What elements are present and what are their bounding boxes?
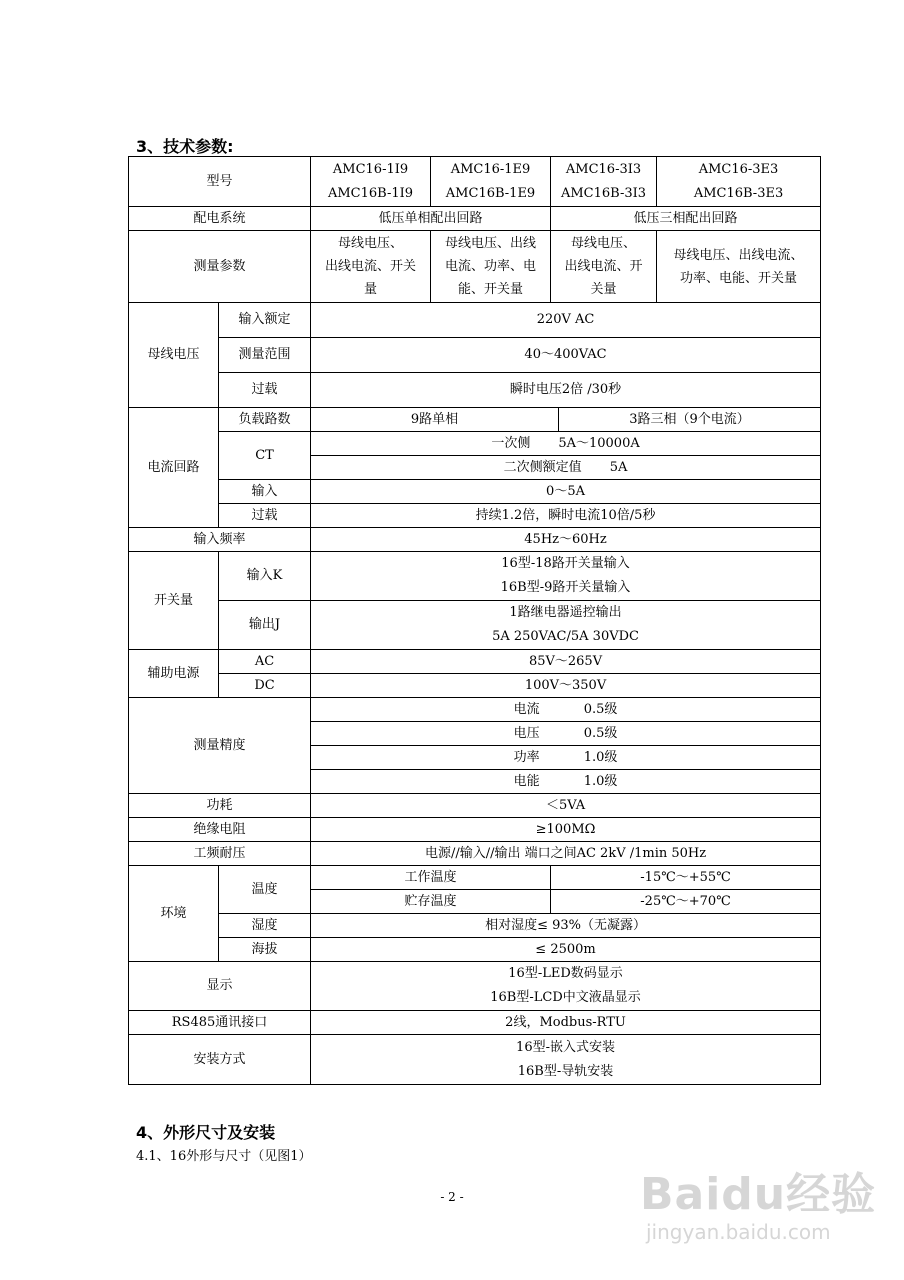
store-temp-label: 贮存温度: [311, 890, 551, 914]
row-switch-input: [129, 552, 821, 601]
humidity-value: 相对湿度≤ 93%（无凝露）: [311, 914, 821, 938]
row-env-work-temp: [129, 866, 821, 890]
aux-dc-label: DC: [219, 674, 311, 698]
accuracy-energy: 电能 1.0级: [311, 770, 821, 794]
row-frequency: [129, 528, 821, 552]
current-overload-value: 持续1.2倍，瞬时电流10倍/5秒: [311, 504, 821, 528]
current-overload-label: 过载: [219, 504, 311, 528]
display-label: 显示: [129, 962, 311, 1011]
withstand-value: 电源//输入//输出 端口之间AC 2kV /1min 50Hz: [311, 842, 821, 866]
row-load-count: [129, 408, 821, 432]
work-temp-label: 工作温度: [311, 866, 551, 890]
current-input-label: 输入: [219, 480, 311, 504]
baidu-jingyan-watermark: [640, 1158, 890, 1268]
ct-secondary: 二次侧额定值 5A: [311, 456, 821, 480]
row-power-consumption: [129, 794, 821, 818]
humidity-label: 湿度: [219, 914, 311, 938]
bus-voltage-label: 母线电压: [129, 303, 219, 408]
watermark-url: jingyan.baidu.com: [646, 1220, 831, 1244]
model-cell: AMC16-3E3 AMC16B-3E3: [657, 157, 821, 207]
subsection-4-1: 4.1、16外形与尺寸（见图1）: [136, 1149, 312, 1164]
row-distribution: [129, 207, 821, 231]
accuracy-voltage: 电压 0.5级: [311, 722, 821, 746]
bus-range-label: 测量范围: [219, 338, 311, 373]
row-aux-ac: [129, 650, 821, 674]
row-switch-output: [129, 601, 821, 650]
aux-ac-value: 85V～265V: [311, 650, 821, 674]
row-withstand: [129, 842, 821, 866]
bus-range-value: 40～400VAC: [311, 338, 821, 373]
accuracy-label: 测量精度: [129, 698, 311, 794]
altitude-label: 海拔: [219, 938, 311, 962]
row-current-overload: [129, 504, 821, 528]
row-rs485: [129, 1011, 821, 1035]
accuracy-power: 功率 1.0级: [311, 746, 821, 770]
row-insulation: [129, 818, 821, 842]
dist-label: 配电系统: [129, 207, 311, 231]
section-4-title: 4、外形尺寸及安装: [136, 1123, 276, 1142]
bus-overload-value: 瞬时电压2倍 /30秒: [311, 373, 821, 408]
meas-cell: 母线电压、 出线电流、开关 量: [311, 231, 431, 303]
current-input-value: 0～5A: [311, 480, 821, 504]
insulation-value: ≥100MΩ: [311, 818, 821, 842]
row-env-altitude: [129, 938, 821, 962]
row-measurement-params: [129, 231, 821, 303]
row-bus-overload: [129, 373, 821, 408]
model-cell: AMC16-3I3 AMC16B-3I3: [551, 157, 657, 207]
switch-label: 开关量: [129, 552, 219, 650]
bus-overload-label: 过载: [219, 373, 311, 408]
freq-label: 输入频率: [129, 528, 311, 552]
install-label: 安装方式: [129, 1035, 311, 1085]
current-loop-label: 电流回路: [129, 408, 219, 528]
model-label: 型号: [129, 157, 311, 207]
row-current-input: [129, 480, 821, 504]
page-number: - 2 -: [440, 1190, 464, 1204]
section-3-title: 3、技术参数:: [136, 137, 234, 156]
work-temp-value: -15℃～+55℃: [551, 866, 821, 890]
aux-ac-label: AC: [219, 650, 311, 674]
rs485-label: RS485通讯接口: [129, 1011, 311, 1035]
switch-out-label: 输出J: [219, 601, 311, 650]
meas-label: 测量参数: [129, 231, 311, 303]
install-value: 16型-嵌入式安装 16B型-导轨安装: [311, 1035, 821, 1085]
aux-dc-value: 100V～350V: [311, 674, 821, 698]
meas-cell: 母线电压、 出线电流、开 关量: [551, 231, 657, 303]
row-accuracy-current: [129, 698, 821, 722]
aux-power-label: 辅助电源: [129, 650, 219, 698]
meas-cell: 母线电压、出线电流、 功率、电能、开关量: [657, 231, 821, 303]
watermark-logo: Baidu经验: [640, 1169, 877, 1220]
row-model: [129, 157, 821, 207]
row-install: [129, 1035, 821, 1085]
ct-label: CT: [219, 432, 311, 480]
load-three: 3路三相（9个电流）: [559, 408, 821, 432]
rs485-value: 2线，Modbus-RTU: [311, 1011, 821, 1035]
freq-value: 45Hz～60Hz: [311, 528, 821, 552]
row-bus-range: [129, 338, 821, 373]
bus-rated-label: 输入额定: [219, 303, 311, 338]
display-value: 16型-LED数码显示 16B型-LCD中文液晶显示: [311, 962, 821, 1011]
switch-in-value: 16型-18路开关量输入 16B型-9路开关量输入: [311, 552, 821, 601]
meas-cell: 母线电压、出线 电流、功率、电 能、开关量: [431, 231, 551, 303]
row-bus-rated: [129, 303, 821, 338]
insulation-label: 绝缘电阻: [129, 818, 311, 842]
model-cell: AMC16-1E9 AMC16B-1E9: [431, 157, 551, 207]
power-value: ＜5VA: [311, 794, 821, 818]
load-count-label: 负载路数: [219, 408, 311, 432]
temperature-label: 温度: [219, 866, 311, 914]
bus-rated-value: 220V AC: [311, 303, 821, 338]
ct-primary: 一次侧 5A～10000A: [311, 432, 821, 456]
row-aux-dc: [129, 674, 821, 698]
row-env-humidity: [129, 914, 821, 938]
store-temp-value: -25℃～+70℃: [551, 890, 821, 914]
tech-params-table: [128, 156, 821, 1085]
dist-three-phase: 低压三相配出回路: [551, 207, 821, 231]
dist-single-phase: 低压单相配出回路: [311, 207, 551, 231]
power-label: 功耗: [129, 794, 311, 818]
load-single: 9路单相: [311, 408, 559, 432]
environment-label: 环境: [129, 866, 219, 962]
switch-in-label: 输入K: [219, 552, 311, 601]
model-cell: AMC16-1I9 AMC16B-1I9: [311, 157, 431, 207]
altitude-value: ≤ 2500m: [311, 938, 821, 962]
withstand-label: 工频耐压: [129, 842, 311, 866]
accuracy-current: 电流 0.5级: [311, 698, 821, 722]
row-display: [129, 962, 821, 1011]
switch-out-value: 1路继电器遥控输出 5A 250VAC/5A 30VDC: [311, 601, 821, 650]
row-ct-primary: [129, 432, 821, 456]
